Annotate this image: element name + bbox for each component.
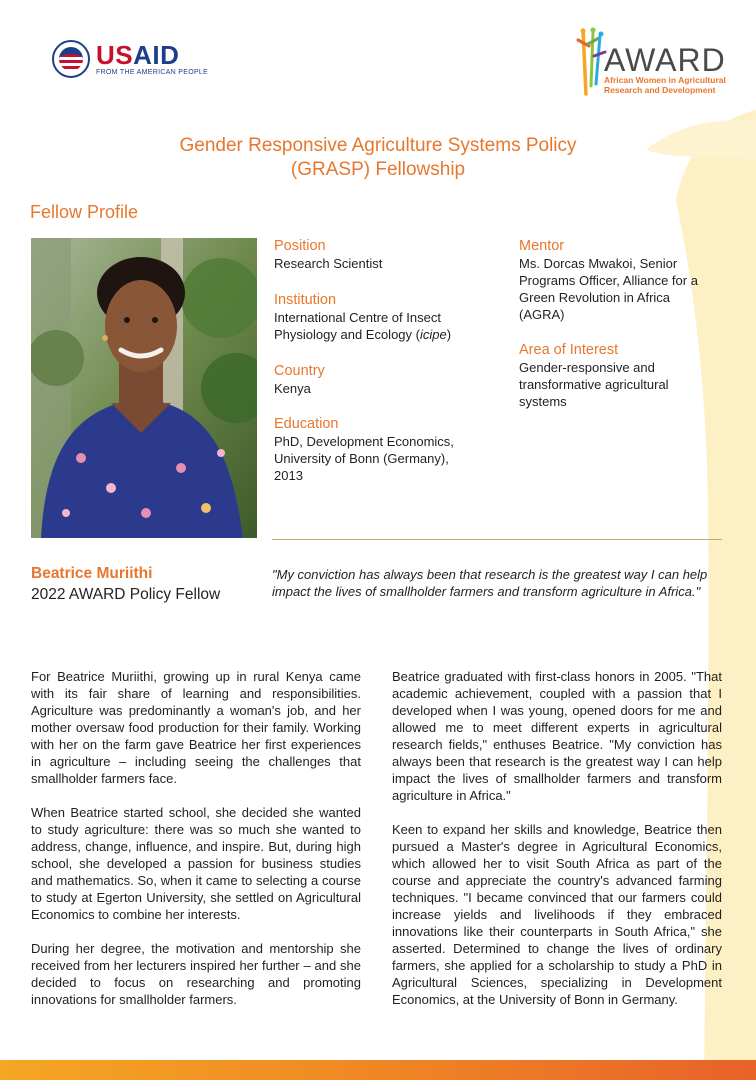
- award-tagline: African Women in Agricultural Research and Development: [604, 75, 726, 95]
- award-logo: [574, 26, 724, 98]
- position-value: Research Scientist: [274, 256, 383, 271]
- institution-field: [274, 291, 484, 343]
- body-paragraph: When Beatrice started school, she decided she wanted to study agriculture: there was so much she wanted to address, change, influence, and inspire. But, during high school, she developed a passion for business studies and mathematics. So, when it came to selecting a course to study at Egerton University, she settled on Agricultural Economics to combine her interests.: [31, 805, 361, 922]
- body-column-right: [392, 668, 722, 1025]
- footer-color-bar: [0, 1060, 756, 1080]
- education-label: Education: [274, 416, 339, 432]
- interest-value: Gender-responsive and transformative agricultural systems: [519, 360, 669, 409]
- usaid-tagline: FROM THE AMERICAN PEOPLE: [96, 68, 209, 76]
- body-paragraph: During her degree, the motivation and mentorship she received from her lecturers inspired her further – and she decided to focus on researching and promoting innovations for smallholder farmers.: [31, 941, 361, 1007]
- country-field: [274, 362, 484, 397]
- institution-acronym: icipe: [419, 327, 447, 342]
- award-wordmark: AWARD: [604, 42, 726, 78]
- country-label: Country: [274, 363, 325, 379]
- usaid-wordmark: USAID: [96, 39, 180, 70]
- divider: [272, 539, 722, 540]
- page-title-line-1: Gender Responsive Agriculture Systems Policy: [179, 135, 577, 156]
- education-field: [274, 415, 479, 484]
- position-field: [274, 237, 494, 272]
- body-paragraph: For Beatrice Muriithi, growing up in rural Kenya came with its fair share of learning and responsibilities. Agriculture was predominantly a woman's job, and her mother oversaw food production for their family. Working with her on the farm gave Beatrice her first experiences in agriculture – including seeing the challenges that smallholder farmers face.: [31, 669, 361, 786]
- fellow-quote: "My conviction has always been that research is the greatest way I can help impact the lives of smallholder farmers and transform agriculture in Africa.": [272, 567, 708, 599]
- mentor-value: Ms. Dorcas Mwakoi, Senior Programs Officer, Alliance for a Green Revolution in Africa (AGRA): [519, 256, 698, 322]
- country-value: Kenya: [274, 381, 311, 396]
- institution-value: International Centre of Insect Physiology and Ecology (icipe): [274, 310, 452, 342]
- position-label: Position: [274, 238, 326, 254]
- award-figures-icon: [574, 26, 608, 98]
- institution-label: Institution: [274, 292, 337, 308]
- interest-label: Area of Interest: [519, 342, 619, 358]
- body-paragraph: Beatrice graduated with first-class honors in 2005. "That academic achievement, coupled with a passion that I developed when I was young, opened doors for me and allowed me to meet different experts in agricultural research fields," enthuses Beatrice. "My conviction has always been that research is the greatest way I can help impact the lives of smallholder farmers and transform agriculture in Africa.": [392, 669, 722, 803]
- usaid-logo: [52, 40, 208, 78]
- body-paragraph: Keen to expand her skills and knowledge, Beatrice then pursued a Master's degree in Agricultural Economics, which allowed her to visit South Africa as part of the course and appreciate the country's advanced farming techniques. "I became convinced that our farmers could increase yields and livelihoods if they embraced innovations like their counterparts in South Africa," she asserted. Determined to change the lives of ordinary farmers, she applied for a scholarship to study a PhD in Agricultural Sciences, specializing in Development Economics, at the University of Bonn in Germany.: [392, 822, 722, 1007]
- education-value: PhD, Development Economics, University of Bonn (Germany), 2013: [274, 434, 454, 483]
- fellow-name: Beatrice Muriithi: [31, 565, 153, 582]
- fellow-title: 2022 AWARD Policy Fellow: [31, 586, 221, 603]
- mentor-label: Mentor: [519, 238, 565, 254]
- mentor-field: [519, 237, 714, 323]
- body-column-left: [31, 668, 361, 1025]
- fellow-portrait-photo: [31, 238, 257, 538]
- section-title: Fellow Profile: [30, 202, 139, 222]
- usaid-seal-icon: [52, 40, 90, 78]
- page-title: [0, 134, 756, 182]
- page-title-line-2: (GRASP) Fellowship: [290, 159, 466, 180]
- interest-field: [519, 341, 704, 410]
